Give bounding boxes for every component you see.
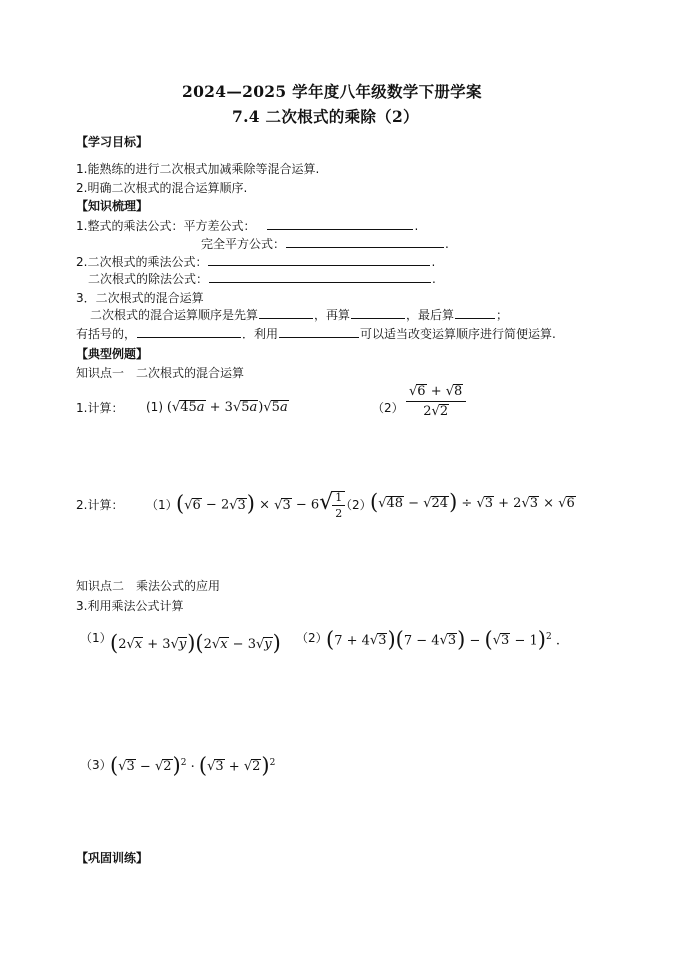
review-line-2: 2.二次根式的乘法公式： . <box>76 255 436 269</box>
question-3-part-2-label: （2） <box>296 631 328 645</box>
answer-blank[interactable] <box>351 307 405 319</box>
knowledge-point-2: 知识点二 乘法公式的应用 <box>76 579 221 593</box>
page-subtitle: 7.4 二次根式的乘除（2） <box>232 107 419 126</box>
formula-q3-3: $(√3 - √2)^2 \cdot (√3 + √2)^2$ <box>110 753 276 778</box>
answer-blank[interactable] <box>455 307 495 319</box>
examples-heading: 【典型例题】 <box>76 347 149 361</box>
knowledge-point-1: 知识点一 二次根式的混合运算 <box>76 366 245 380</box>
review-line-2b: 二次根式的除法公式： . <box>88 272 436 286</box>
practice-heading: 【巩固训练】 <box>76 851 149 865</box>
question-3-part-3-label: （3） <box>80 758 112 772</box>
question-1-part-1: (1) (√45a + 3√5a)√5a <box>146 400 288 415</box>
review-line-1: 1.整式的乘法公式：平方差公式： . <box>76 219 419 233</box>
review-heading: 【知识梳理】 <box>76 199 149 213</box>
answer-blank[interactable] <box>259 307 313 319</box>
answer-blank[interactable] <box>208 254 430 266</box>
review-line-5: 有括号的， ．利用 可以适当改变运算顺序进行简便运算. <box>76 327 556 341</box>
question-1-part-2-label: （2） <box>372 401 404 415</box>
formula-q3-2: $(7 + 4√3)(7 - 4√3) - (√3 - 1)^2$ . <box>326 627 560 652</box>
answer-blank[interactable] <box>137 326 241 338</box>
page-title: 2024—2025 学年度八年级数学下册学案 <box>182 82 482 101</box>
formula-q1-2: $\frac{√6 + √8}{2√2}$ <box>406 384 466 419</box>
question-2-part-2-label: （2） <box>340 498 372 512</box>
question-3-part-1-label: （1） <box>80 631 112 645</box>
question-2-label: 2.计算： <box>76 498 124 512</box>
review-line-1b: 完全平方公式： . <box>201 237 449 251</box>
answer-blank[interactable] <box>209 271 431 283</box>
goal-item-2: 2.明确二次根式的混合运算顺序. <box>76 181 248 195</box>
formula-q2-2: (√48 − √24) ÷ √3 + 2√3 × √6 <box>370 490 575 514</box>
answer-blank[interactable] <box>286 236 444 248</box>
question-1-label: 1.计算： <box>76 401 124 415</box>
goal-item-1: 1.能熟练的进行二次根式加减乘除等混合运算. <box>76 162 320 176</box>
review-line-3: 3．二次根式的混合运算 <box>76 291 204 305</box>
answer-blank[interactable] <box>267 218 413 230</box>
formula-q1-1: (√45a + 3√5a)√5a <box>166 400 288 415</box>
question-2-part-1-label: （1） <box>146 498 178 512</box>
goals-heading: 【学习目标】 <box>76 135 149 149</box>
review-line-4: 二次根式的混合运算顺序是先算 ，再算 ，最后算 ； <box>90 308 509 322</box>
question-3-label: 3.利用乘法公式计算 <box>76 599 184 613</box>
formula-q3-1: (2√x + 3√y)(2√x − 3√y) <box>110 631 281 655</box>
formula-q2-1: (√6 − 2√3) × √3 − 6√ $\frac{1}{2}$ <box>176 491 345 519</box>
answer-blank[interactable] <box>279 326 359 338</box>
